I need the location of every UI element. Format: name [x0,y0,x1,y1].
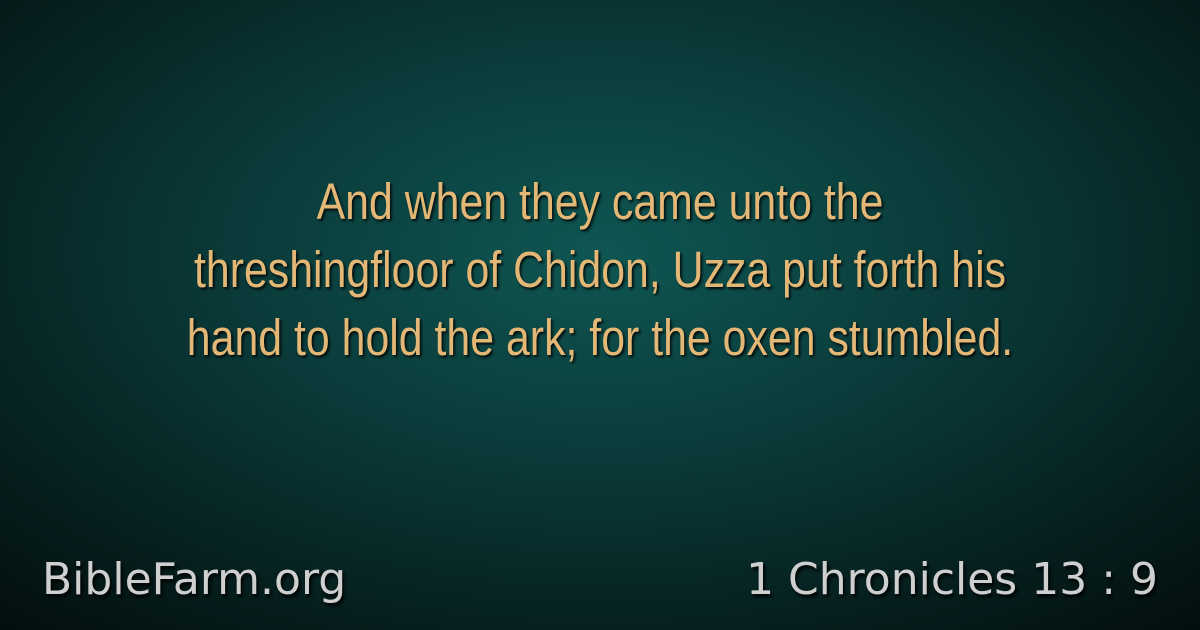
verse-reference: 1 Chronicles 13 : 9 [746,554,1158,605]
verse-text [121,168,1079,372]
verse-line-2: threshingfloor of Chidon, Uzza put forth his [193,241,1007,298]
verse-line-1: And when they came unto the [316,173,884,230]
verse-line-3: hand to hold the ark; for the oxen stumbled. [186,309,1014,366]
site-name: BibleFarm.org [42,554,347,605]
